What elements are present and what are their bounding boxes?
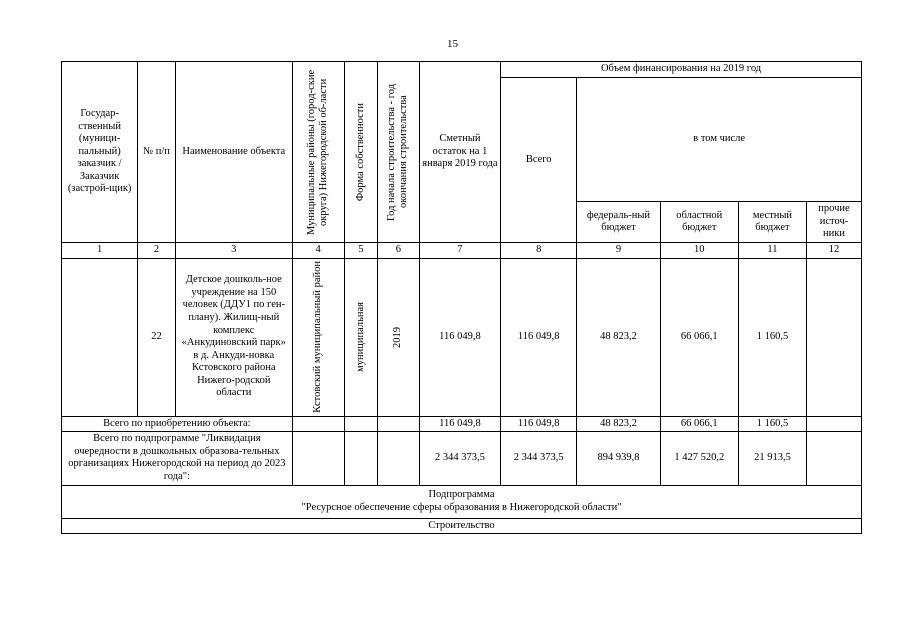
subprogram-total-regional: 1 427 520,2 [660,432,738,485]
acquisition-total-row [62,416,862,432]
header-total: Всего [501,78,577,243]
column-number: 7 [419,243,500,259]
acquisition-total-total: 116 049,8 [501,416,577,432]
subprogram-total-local: 21 913,5 [738,432,806,485]
object-customer [62,258,138,416]
object-district-text: Кстовский муниципальный район [312,261,324,413]
subprogram-total-federal: 894 939,8 [577,432,660,485]
object-estimate: 116 049,8 [419,258,500,416]
subprogram-total-row [62,432,862,485]
acquisition-total-label: Всего по приобретению объекта: [62,416,293,432]
acquisition-total-regional: 66 066,1 [660,416,738,432]
subprogram-total-estimate: 2 344 373,5 [419,432,500,485]
construction-heading: Строительство [62,518,862,534]
column-number: 12 [807,243,862,259]
column-number: 8 [501,243,577,259]
subprogram-heading-line1: Подпрограмма [428,488,495,500]
header-years-text: Год начала строительства - год окончания строительства [386,83,410,221]
acquisition-total-estimate: 116 049,8 [419,416,500,432]
object-years [378,258,420,416]
column-number: 2 [138,243,176,259]
subprogram-total-total: 2 344 373,5 [501,432,577,485]
header-years [378,62,420,243]
object-local: 1 160,5 [738,258,806,416]
object-number: 22 [138,258,176,416]
financing-table [61,61,862,534]
page-number: 15 [447,38,458,50]
header-estimate: Сметный остаток на 1 января 2019 года [419,62,500,243]
column-number-row [62,243,862,259]
header-local: местный бюджет [738,202,806,243]
header-district [292,62,344,243]
header-ownership-text: Форма собственности [354,102,366,202]
column-number: 6 [378,243,420,259]
construction-heading-row [62,518,862,534]
acquisition-total-other [807,416,862,432]
column-number: 3 [175,243,292,259]
column-number: 1 [62,243,138,259]
column-number: 9 [577,243,660,259]
object-ownership [344,258,378,416]
acquisition-total-local: 1 160,5 [738,416,806,432]
header-regional: областной бюджет [660,202,738,243]
column-number: 4 [292,243,344,259]
acquisition-total-federal: 48 823,2 [577,416,660,432]
object-regional: 66 066,1 [660,258,738,416]
object-total: 116 049,8 [501,258,577,416]
column-number: 5 [344,243,378,259]
object-district [292,258,344,416]
column-number: 10 [660,243,738,259]
object-row [62,258,862,416]
subprogram-total-other [807,432,862,485]
object-years-text: 2019 [392,326,404,348]
object-other [807,258,862,416]
header-other: прочие источ-ники [807,202,862,243]
object-name: Детское дошколь-ное учреждение на 150 человек (ДДУ1 по ген-плану). Жилищ-ный комплекс «Анкудиновский парк» в д. Анкуди-новка Кстовского района Нижего-родской области [175,258,292,416]
header-number: № п/п [138,62,176,243]
header-customer: Государ-ственный (муници-пальный) заказчик / Заказчик (застрой-щик) [62,62,138,243]
header-federal: федераль-ный бюджет [577,202,660,243]
header-object-name: Наименование объекта [175,62,292,243]
column-number: 11 [738,243,806,259]
header-ownership [344,62,378,243]
header-including: в том числе [577,78,862,202]
object-ownership-text: муниципальная [354,302,366,373]
header-financing-group: Объем финансирования на 2019 год [501,62,862,78]
subprogram-total-label: Всего по подпрограмме "Ликвидация очередности в дошкольных образова-тельных организациях Нижегородской на период до 2023 года": [62,432,293,485]
object-federal: 48 823,2 [577,258,660,416]
header-district-text: Муниципальные районы (город-ские округа) Нижегородской об-ласти [306,69,330,235]
header-row-1 [62,62,862,78]
subprogram-heading-line2: "Ресурсное обеспечение сферы образования в Нижегородской области" [301,501,622,513]
subprogram-heading-row [62,485,862,518]
subprogram-heading [62,485,862,518]
